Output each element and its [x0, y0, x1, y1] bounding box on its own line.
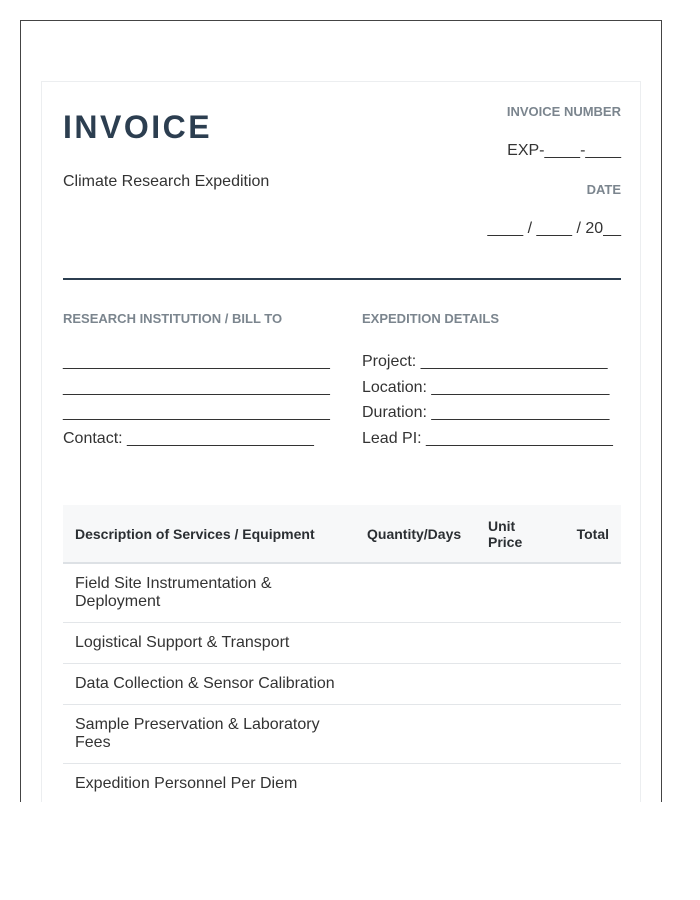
- row-total: [560, 563, 621, 623]
- row-unit-price: [476, 764, 560, 803]
- row-unit-price: [476, 563, 560, 623]
- table-row: [63, 705, 621, 764]
- row-quantity: [355, 563, 476, 623]
- table-row: [63, 764, 621, 803]
- bill-to-section: [63, 311, 343, 451]
- row-quantity: [355, 664, 476, 705]
- bill-to-contact: Contact: _____________________: [63, 429, 314, 447]
- invoice-number-label: INVOICE NUMBER: [506, 104, 621, 119]
- invoice-sheet: [41, 81, 641, 802]
- bill-to-line: ______________________________: [63, 404, 330, 421]
- row-unit-price: [476, 664, 560, 705]
- document-frame: [20, 20, 662, 802]
- row-description: Data Collection & Sensor Calibration: [63, 664, 355, 705]
- invoice-number-field: EXP-____-____: [507, 142, 621, 159]
- invoice-title: INVOICE: [63, 109, 213, 145]
- row-total: [560, 664, 621, 705]
- table-row: [63, 563, 621, 623]
- duration-field: Duration: ____________________: [362, 404, 610, 421]
- row-unit-price: [476, 705, 560, 764]
- row-quantity: [355, 705, 476, 764]
- row-quantity: [355, 764, 476, 803]
- header-divider: [63, 278, 621, 280]
- line-items-table: [63, 505, 621, 802]
- header-description: Description of Services / Equipment: [63, 505, 355, 563]
- project-field: Project: _____________________: [362, 353, 608, 370]
- table-header-row: [63, 505, 621, 563]
- row-description: Sample Preservation & Laboratory Fees: [63, 705, 355, 764]
- bill-to-line: ______________________________: [63, 378, 330, 396]
- row-description: Field Site Instrumentation & Deployment: [63, 563, 355, 623]
- row-quantity: [355, 623, 476, 664]
- expedition-details-section: [362, 311, 621, 451]
- bill-to-line: ______________________________: [63, 353, 330, 370]
- row-total: [560, 764, 621, 803]
- location-field: Location: ____________________: [362, 378, 610, 396]
- header-quantity: Quantity/Days: [355, 505, 476, 563]
- row-total: [560, 623, 621, 664]
- bill-to-heading: RESEARCH INSTITUTION / BILL TO: [63, 311, 283, 326]
- expedition-details-heading: EXPEDITION DETAILS: [362, 311, 499, 326]
- invoice-subtitle: Climate Research Expedition: [63, 173, 270, 190]
- row-description: Logistical Support & Transport: [63, 623, 355, 664]
- date-label: DATE: [586, 182, 621, 197]
- header-total: Total: [560, 505, 621, 563]
- row-unit-price: [476, 623, 560, 664]
- lead-pi-field: Lead PI: _____________________: [362, 429, 613, 447]
- table-row: [63, 664, 621, 705]
- header-unit-price: Unit Price: [476, 505, 560, 563]
- table-row: [63, 623, 621, 664]
- row-description: Expedition Personnel Per Diem: [63, 764, 355, 803]
- date-field: ____ / ____ / 20__: [487, 220, 621, 237]
- row-total: [560, 705, 621, 764]
